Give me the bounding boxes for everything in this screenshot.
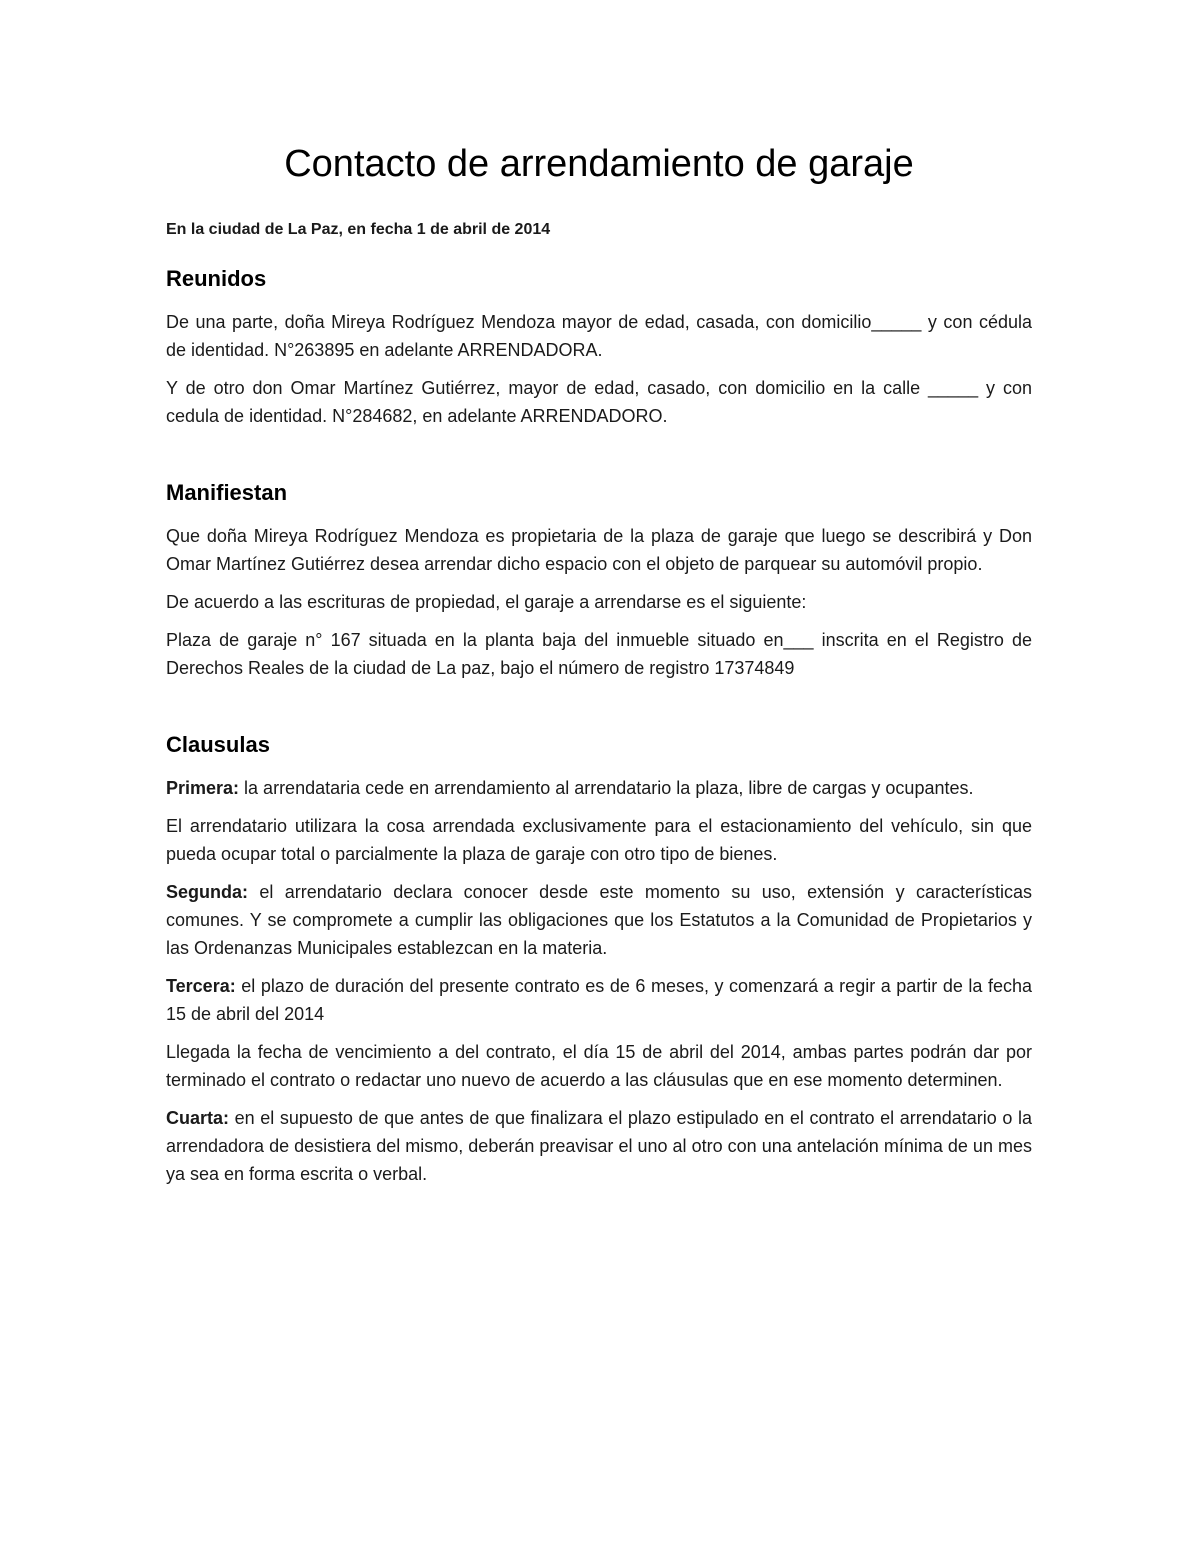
paragraph-vencimiento: Llegada la fecha de vencimiento a del contrato, el día 15 de abril del 2014, ambas partes podrán dar por terminado el contrato o redactar uno nuevo de acuerdo a las cláusulas que en ese momento determinen.	[166, 1042, 1032, 1090]
clause-primera	[166, 774, 1032, 802]
section-heading-manifiestan: Manifiestan	[166, 480, 288, 505]
paragraph-propietaria: Que doña Mireya Rodríguez Mendoza es propietaria de la plaza de garaje que luego se describirá y Don Omar Martínez Gutiérrez desea arrendar dicho espacio con el objeto de parquear su automóvil propio.	[166, 526, 1032, 574]
paragraph-uso: El arrendatario utilizara la cosa arrendada exclusivamente para el estacionamiento del vehículo, sin que pueda ocupar total o parcialmente la plaza de garaje con otro tipo de bienes.	[166, 816, 1032, 864]
clause-text: la arrendataria cede en arrendamiento al arrendatario la plaza, libre de cargas y ocupantes.	[239, 778, 974, 798]
dateline: En la ciudad de La Paz, en fecha 1 de abril de 2014	[166, 221, 551, 238]
clause-text: en el supuesto de que antes de que finalizara el plazo estipulado en el contrato el arrendatario o la arrendadora de desistiera del mismo, deberán preavisar el uno al otro con una antelación mínima de un mes ya sea en forma escrita o verbal.	[166, 1108, 1032, 1184]
section-heading-reunidos: Reunidos	[166, 266, 267, 291]
section-heading-clausulas: Clausulas	[166, 732, 270, 757]
paragraph-plaza-garaje: Plaza de garaje n° 167 situada en la planta baja del inmueble situado en___ inscrita en el Registro de Derechos Reales de la ciudad de La paz, bajo el número de registro 17374849	[166, 630, 1032, 678]
clause-tercera	[166, 972, 1032, 1028]
document-title: Contacto de arrendamiento de garaje	[284, 143, 914, 185]
paragraph-arrendadora: De una parte, doña Mireya Rodríguez Mendoza mayor de edad, casada, con domicilio_____ y con cédula de identidad. N°263895 en adelante ARRENDADORA.	[166, 312, 1032, 360]
document-page	[166, 140, 1032, 1198]
paragraph-arrendatario: Y de otro don Omar Martínez Gutiérrez, mayor de edad, casado, con domicilio en la calle _____ y con cedula de identidad. N°284682, en adelante ARRENDADORO.	[166, 378, 1032, 426]
clause-segunda	[166, 878, 1032, 962]
paragraph-escrituras: De acuerdo a las escrituras de propiedad, el garaje a arrendarse es el siguiente:	[166, 592, 807, 612]
clause-label: Tercera:	[166, 976, 236, 996]
clause-text: el arrendatario declara conocer desde este momento su uso, extensión y características comunes. Y se compromete a cumplir las obligaciones que los Estatutos a la Comunidad de Propietarios y las Ordenanzas Municipales establezcan en la materia.	[166, 882, 1032, 958]
clause-label: Cuarta:	[166, 1108, 230, 1128]
clause-label: Segunda:	[166, 882, 249, 902]
clause-label: Primera:	[166, 778, 240, 798]
clause-cuarta	[166, 1104, 1032, 1188]
clause-text: el plazo de duración del presente contrato es de 6 meses, y comenzará a regir a partir de la fecha 15 de abril del 2014	[166, 976, 1032, 1024]
